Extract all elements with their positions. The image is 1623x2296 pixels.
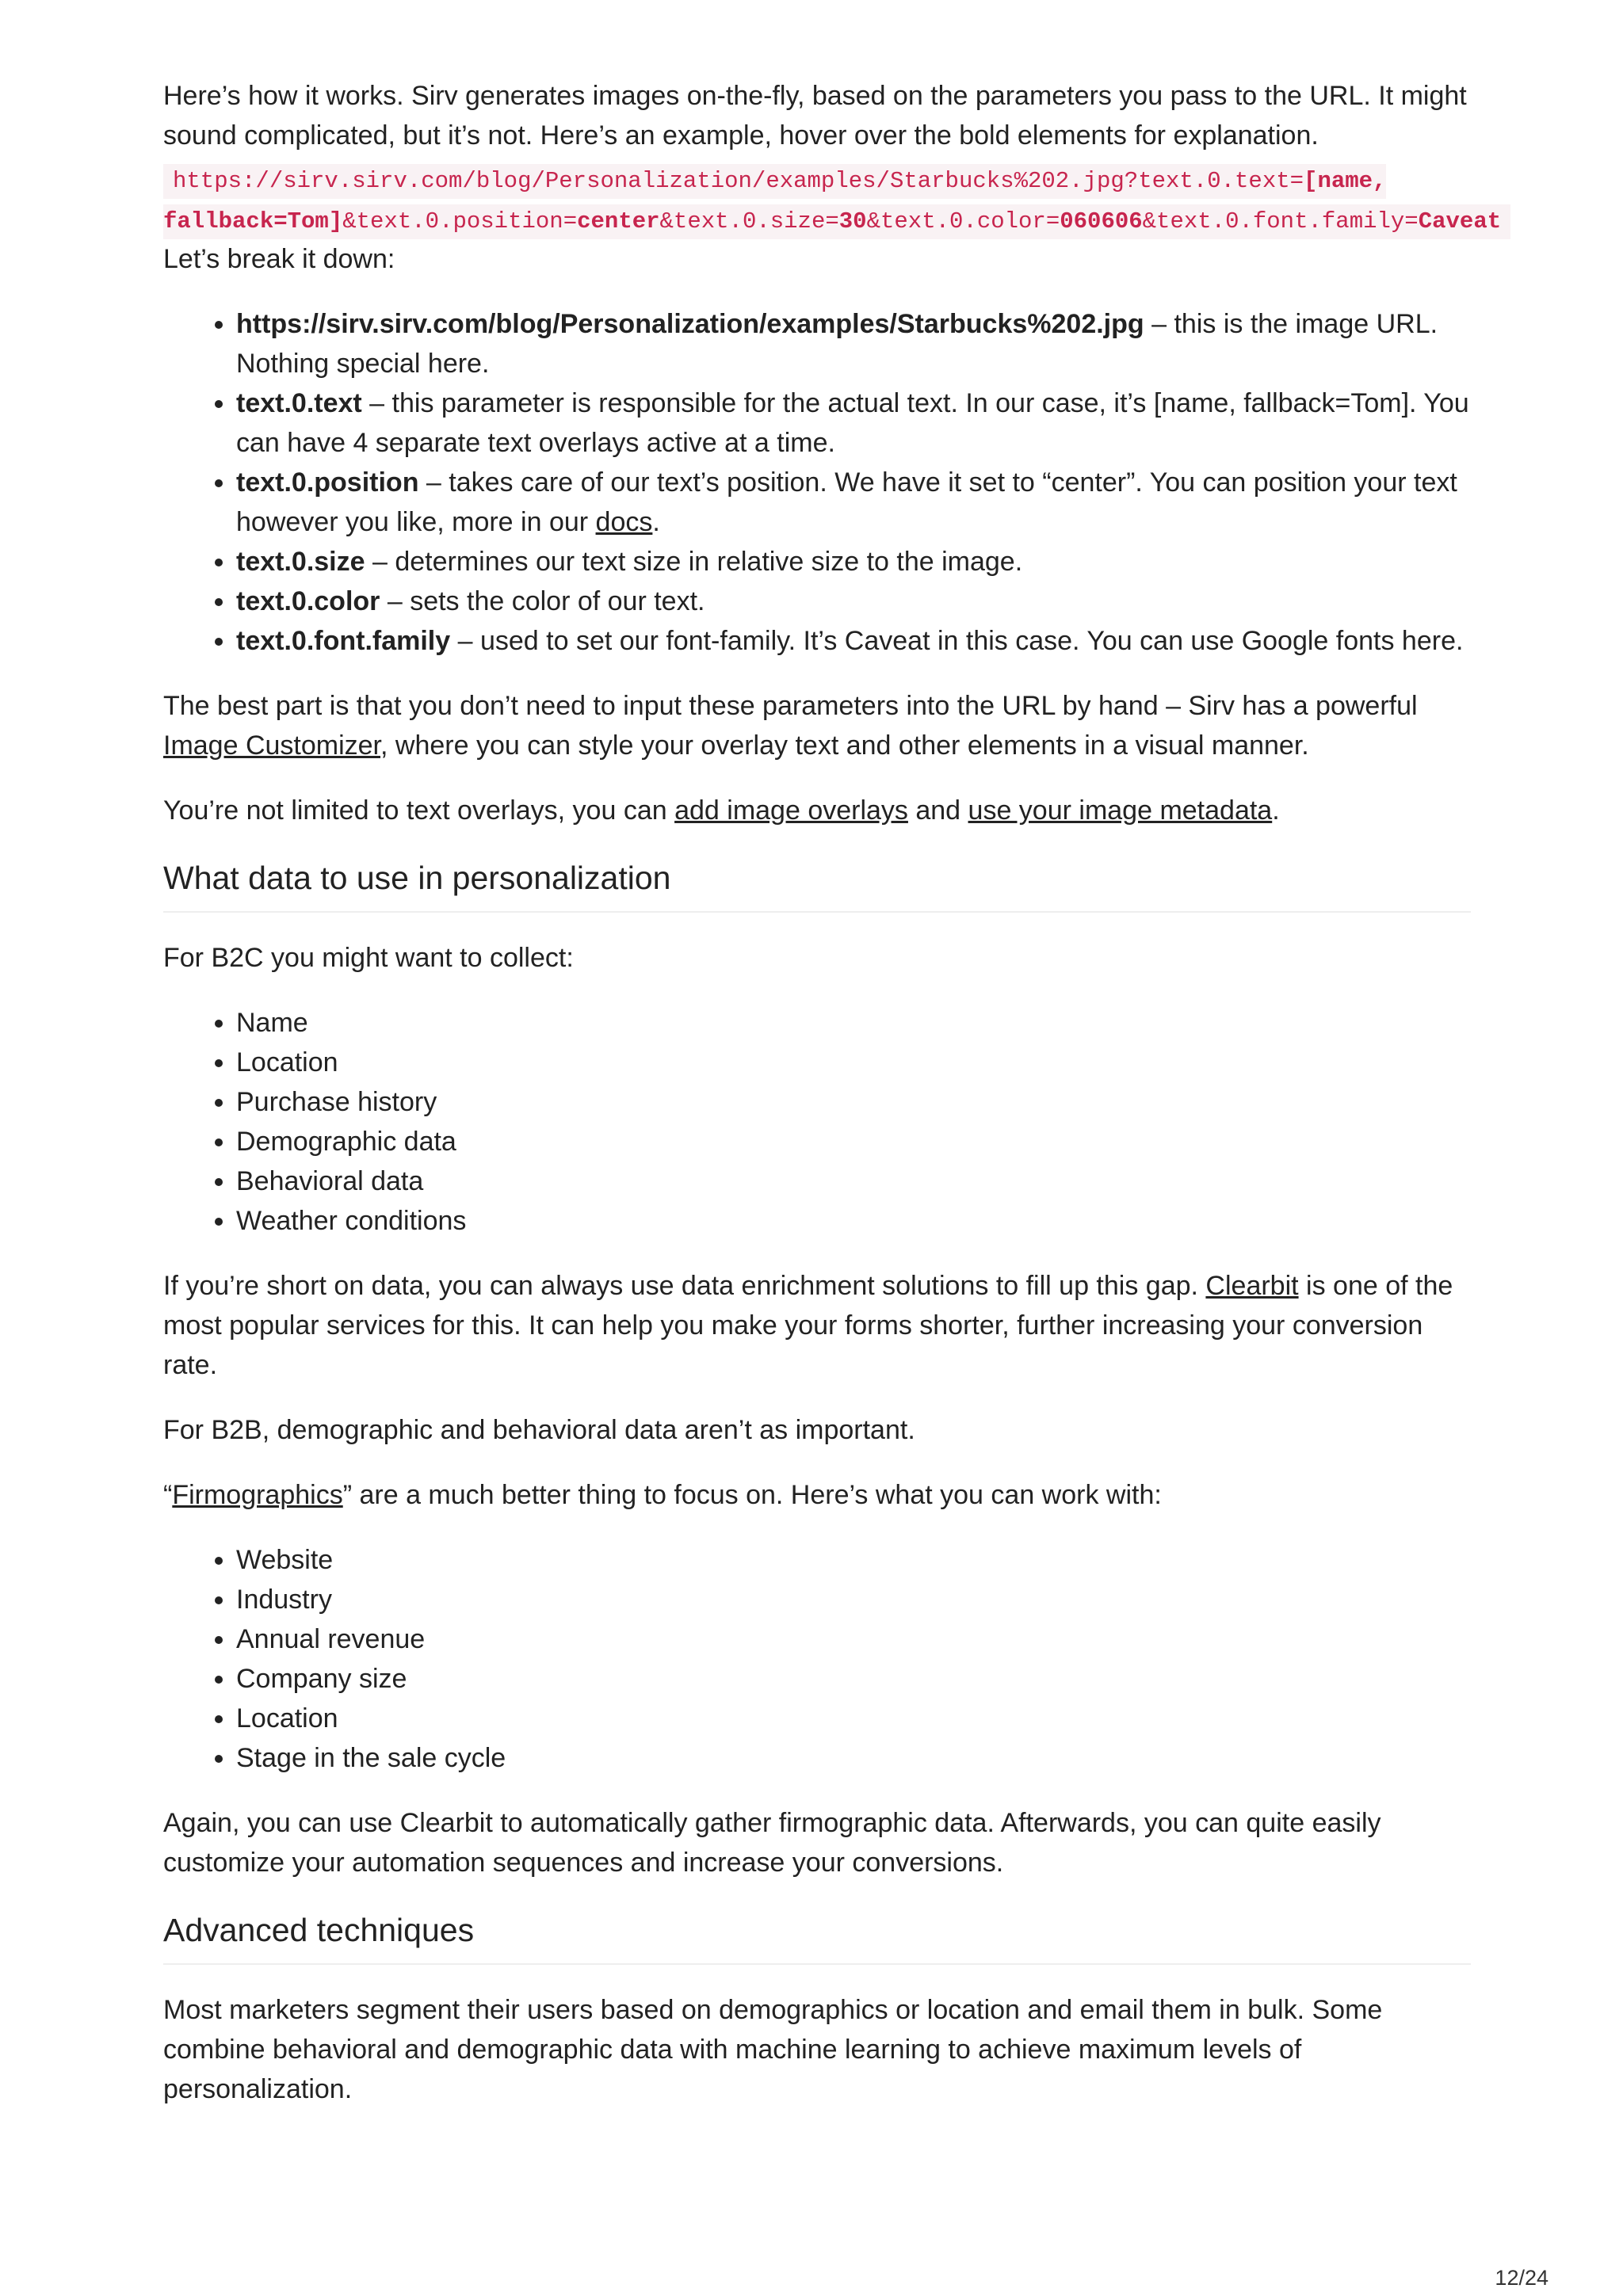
params-list	[163, 304, 1471, 661]
image-metadata-link[interactable]: use your image metadata	[968, 795, 1273, 826]
list-item: • Weather conditions	[236, 1201, 1471, 1241]
breakdown-intro: Let’s break it down:	[163, 244, 395, 274]
list-item: • Behavioral data	[236, 1161, 1471, 1201]
section-heading-data: What data to use in personalization	[163, 856, 1471, 913]
again-paragraph: Again, you can use Clearbit to automatically gather firmographic data. Afterwards, you can quite easily customize your automation sequences and increase your conversions.	[163, 1808, 1381, 1878]
add-image-overlays-link[interactable]: add image overlays	[674, 795, 908, 826]
best-part-text: The best part is that you don’t need to input these parameters into the URL by hand – Sirv has a powerful	[163, 691, 1418, 721]
url-text-value-part1[interactable]: [name,	[1304, 168, 1387, 194]
list-item	[236, 582, 1471, 621]
short-on-data-paragraph	[163, 1266, 1471, 1385]
url-position-param: &text.0.position=	[342, 208, 578, 235]
param-desc: – sets the color of our text.	[380, 586, 705, 616]
list-item: • Industry	[236, 1580, 1471, 1619]
b2b-paragraph: For B2B, demographic and behavioral data aren’t as important.	[163, 1415, 915, 1445]
param-desc: – determines our text size in relative size to the image.	[365, 547, 1023, 577]
list-item: • Purchase history	[236, 1082, 1471, 1122]
b2c-list	[163, 1003, 1471, 1241]
list-item: • Annual revenue	[236, 1619, 1471, 1659]
list-item: • Name	[236, 1003, 1471, 1043]
param-term: text.0.position	[236, 467, 419, 498]
param-term: text.0.size	[236, 547, 365, 577]
firmographics-paragraph	[163, 1475, 1471, 1515]
b2c-intro: For B2C you might want to collect:	[163, 943, 574, 973]
url-color-param: &text.0.color=	[866, 208, 1060, 235]
url-color-value[interactable]: 060606	[1060, 208, 1143, 235]
image-customizer-link[interactable]: Image Customizer	[163, 730, 380, 761]
not-limited-text: You’re not limited to text overlays, you can	[163, 795, 675, 826]
section-heading-advanced: Advanced techniques	[163, 1908, 1471, 1965]
url-size-param: &text.0.size=	[659, 208, 839, 235]
url-text-value-part2[interactable]: fallback=Tom]	[163, 208, 343, 235]
param-term: text.0.color	[236, 586, 380, 616]
list-item: • Location	[236, 1043, 1471, 1082]
not-limited-mid: and	[907, 795, 968, 826]
intro-paragraph: Here’s how it works. Sirv generates images on-the-fly, based on the parameters you pass to the URL. It might sound complicated, but it’s not. Here’s an example, hover over the bold elements for explanation.	[163, 81, 1467, 151]
list-item: • Stage in the sale cycle	[236, 1738, 1471, 1778]
url-position-value[interactable]: center	[577, 208, 660, 235]
url-size-value[interactable]: 30	[838, 208, 867, 235]
advanced-paragraph: Most marketers segment their users based on demographics or location and email them in bulk. Some combine behavioral and demographic data with machine learning to achieve maximum levels of personalization.	[163, 1995, 1383, 2104]
url-font-param: &text.0.font.family=	[1142, 208, 1419, 235]
firmo-text-after: ” are a much better thing to focus on. Here’s what you can work with:	[342, 1480, 1162, 1510]
list-item: • Location	[236, 1699, 1471, 1738]
list-item	[236, 304, 1471, 383]
list-item: • Demographic data	[236, 1122, 1471, 1161]
code-line-2	[163, 204, 1510, 239]
list-item	[236, 383, 1471, 463]
best-part-text-after: , where you can style your overlay text and other elements in a visual manner.	[380, 730, 1309, 761]
not-limited-after: .	[1272, 795, 1280, 826]
list-item	[236, 463, 1471, 542]
firmographics-link[interactable]: Firmographics	[172, 1480, 343, 1510]
param-desc: – this is the image URL. Nothing special here.	[236, 309, 1438, 379]
param-term: text.0.text	[236, 388, 362, 418]
list-item: • Company size	[236, 1659, 1471, 1699]
example-url-code	[163, 158, 1502, 239]
url-base: https://sirv.sirv.com/blog/Personalization/examples/Starbucks%202.jpg?text.0.text=	[173, 168, 1304, 194]
param-desc-after: .	[652, 507, 660, 537]
list-item: • Website	[236, 1540, 1471, 1580]
docs-link[interactable]: docs	[595, 507, 653, 537]
short-text: If you’re short on data, you can always use data enrichment solutions to fill up this gap.	[163, 1271, 1206, 1301]
param-term: https://sirv.sirv.com/blog/Personalization/examples/Starbucks%202.jpg	[236, 309, 1144, 339]
article-body	[163, 76, 1502, 2134]
url-font-value[interactable]: Caveat	[1418, 208, 1502, 235]
param-desc: – this parameter is responsible for the actual text. In our case, it’s [name, fallback=Tom]. You can have 4 separate text overlays active at a time.	[236, 388, 1469, 458]
param-term: text.0.font.family	[236, 626, 451, 656]
list-item	[236, 542, 1471, 582]
page-number: 12/24	[1495, 2266, 1549, 2290]
best-part-paragraph	[163, 686, 1471, 765]
param-desc: – used to set our font-family. It’s Caveat in this case. You can use Google fonts here.	[450, 626, 1464, 656]
firmo-quote-open: “	[163, 1480, 173, 1510]
b2b-list	[163, 1540, 1471, 1778]
clearbit-link[interactable]: Clearbit	[1205, 1271, 1299, 1301]
list-item	[236, 621, 1471, 661]
param-desc: – takes care of our text’s position. We have it set to “center”. You can position your text however you like, more in our	[236, 467, 1457, 537]
code-line-1	[163, 164, 1386, 199]
not-limited-paragraph	[163, 791, 1471, 830]
short-text-after: is one of the most popular services for this. It can help you make your forms shorter, further increasing your conversion rate.	[163, 1271, 1453, 1380]
